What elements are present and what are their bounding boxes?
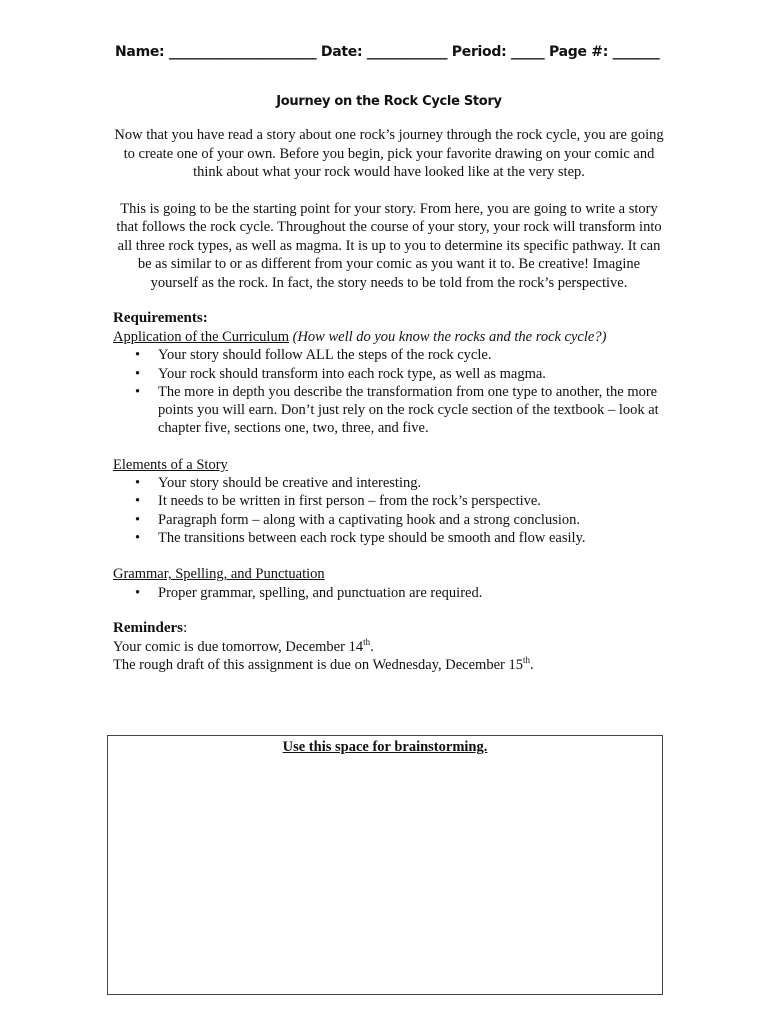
- list-item-text: Proper grammar, spelling, and punctuation are required.: [158, 584, 483, 601]
- list-item: [135, 346, 665, 364]
- list-item: [135, 511, 665, 529]
- grammar-subheading: [113, 565, 665, 583]
- reminder-1-end: .: [370, 638, 374, 655]
- bullet: •: [135, 529, 141, 546]
- list-item: [135, 584, 665, 602]
- list-item-text: The transitions between each rock type should be smooth and flow easily.: [158, 529, 586, 546]
- reminder-line-2: [113, 656, 665, 674]
- bullet: •: [135, 383, 141, 400]
- page-title: Journey on the Rock Cycle Story: [276, 94, 502, 109]
- list-item: [135, 474, 665, 492]
- list-item-text: It needs to be written in first person – from the rock’s perspective.: [158, 493, 541, 510]
- list-item-text: Your rock should transform into each rock type, as well as magma.: [158, 365, 546, 382]
- curriculum-label: Application of the Curriculum: [113, 329, 289, 345]
- bullet: •: [135, 475, 141, 492]
- intro-paragraph-1: Now that you have read a story about one rock’s journey through the rock cycle, you are going to create one of your own. Before you begin, pick your favorite drawing on your comic and think about what your rock would have looked like at the very step.: [114, 127, 664, 180]
- brainstorm-box[interactable]: [107, 735, 663, 995]
- list-item-text: Paragraph form – along with a captivating hook and a strong conclusion.: [158, 511, 581, 528]
- brainstorm-label: Use this space for brainstorming.: [282, 739, 488, 755]
- worksheet-page: [113, 44, 665, 674]
- reminder-2-end: .: [529, 657, 534, 674]
- reminders-colon: :: [183, 619, 188, 636]
- list-item: [135, 529, 665, 547]
- elements-list: [113, 474, 665, 547]
- list-item-text: Your story should follow ALL the steps of the rock cycle.: [158, 347, 492, 364]
- header-fields: Name: ______________________ Date: ____________ Period: _____ Page #: _______: [115, 44, 660, 60]
- bullet: •: [135, 493, 141, 510]
- reminder-1-text: Your comic is due tomorrow, December 14: [113, 638, 364, 655]
- reminder-2-text: The rough draft of this assignment is due on Wednesday, December 15: [113, 657, 523, 674]
- bullet: •: [135, 347, 141, 364]
- grammar-label: Grammar, Spelling, and Punctuation: [113, 566, 325, 583]
- bullet: •: [135, 365, 141, 382]
- bullet: •: [135, 584, 141, 601]
- reminder-1-sup: th: [363, 637, 371, 648]
- reminder-2-sup: th: [522, 655, 530, 666]
- grammar-list: [113, 584, 665, 602]
- list-item-text: Your story should be creative and interesting.: [158, 475, 422, 492]
- intro-paragraph-2: This is going to be the starting point for your story. From here, you are going to write a story that follows the rock cycle. Throughout the course of your story, your rock will transform into all three rock types, as well as magma. It is up to you to determine its specific pathway. It can be as similar to or as different from your comic as you want it to. Be creative! Imagine yourself as the rock. In fact, the story needs to be told from the rock’s perspective.: [116, 200, 662, 291]
- reminders-label: Reminders: [113, 619, 183, 636]
- elements-label: Elements of a Story: [113, 456, 228, 473]
- list-item: [135, 383, 665, 438]
- list-item: [135, 365, 665, 383]
- curriculum-note: (How well do you know the rocks and the rock cycle?): [292, 329, 607, 345]
- elements-subheading: [113, 456, 665, 474]
- curriculum-list: [113, 346, 665, 437]
- bullet: •: [135, 511, 141, 528]
- list-item: [135, 492, 665, 510]
- list-item-text: The more in depth you describe the transformation from one type to another, the more points you will earn. Don’t just rely on the rock cycle section of the textbook – look at chapter five, sections one, two, three, and five.: [158, 383, 659, 437]
- reminders-heading: [113, 619, 665, 638]
- reminder-line-1: [113, 638, 665, 656]
- curriculum-subheading: [113, 328, 665, 346]
- requirements-heading: Requirements:: [113, 310, 208, 326]
